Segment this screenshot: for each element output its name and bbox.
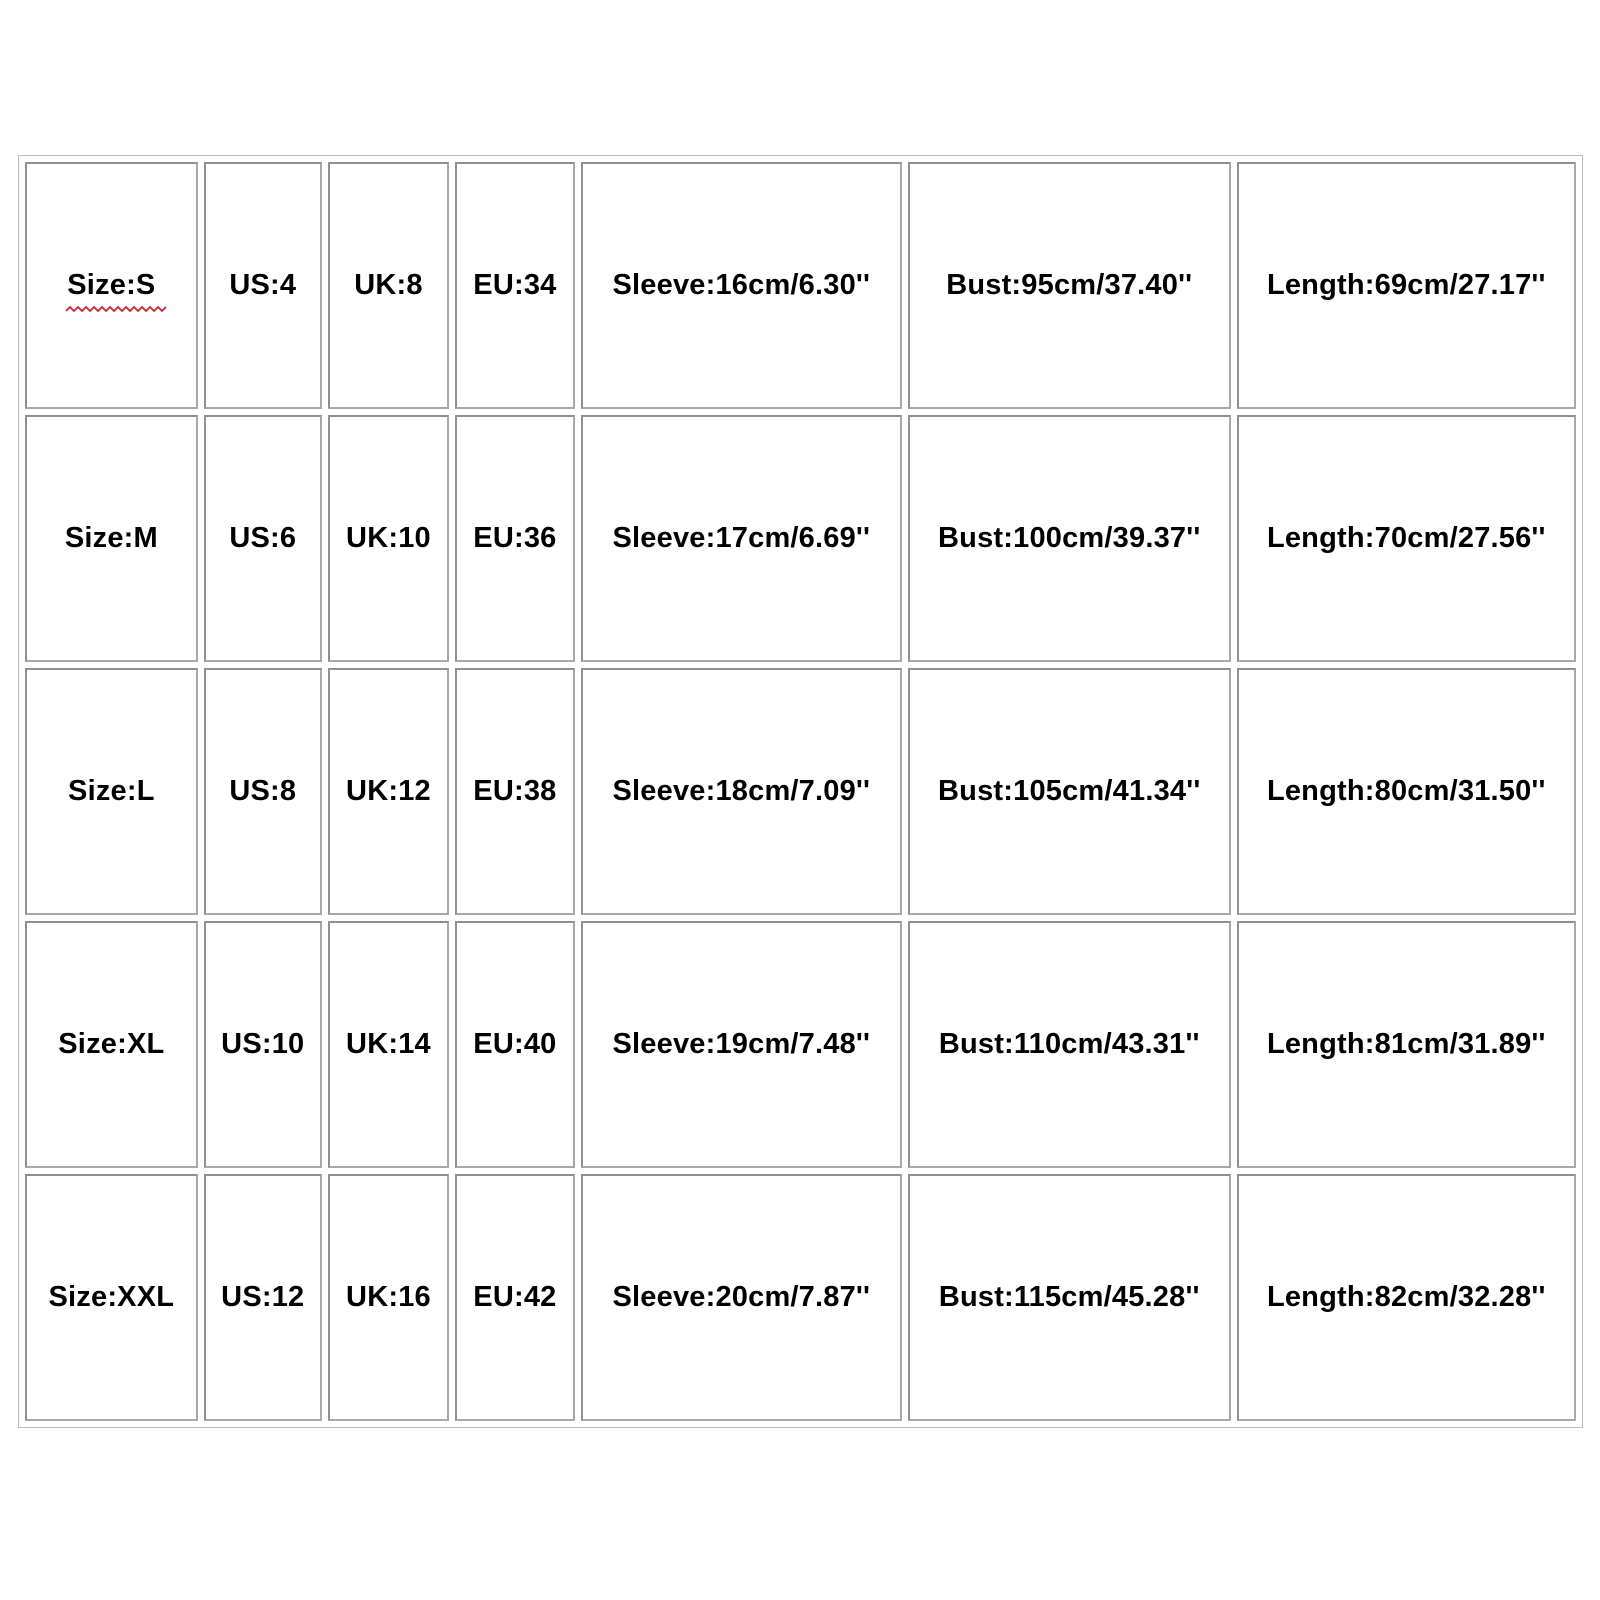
length-cell: Length:70cm/27.56'' — [1237, 415, 1576, 662]
us-cell: US:8 — [204, 668, 322, 915]
uk-cell: UK:14 — [328, 921, 449, 1168]
size-cell: Size:L — [25, 668, 198, 915]
bust-cell: Bust:105cm/41.34'' — [908, 668, 1231, 915]
us-cell: US:10 — [204, 921, 322, 1168]
us-cell: US:4 — [204, 162, 322, 409]
length-cell: Length:69cm/27.17'' — [1237, 162, 1576, 409]
size-label-with-squiggle — [67, 269, 155, 302]
sleeve-cell: Sleeve:19cm/7.48'' — [581, 921, 902, 1168]
size-cell: Size:XXL — [25, 1174, 198, 1421]
table-row-size-s — [25, 162, 1576, 409]
eu-cell: EU:36 — [455, 415, 575, 662]
size-chart-table — [18, 155, 1583, 1428]
table-row-size-xl — [25, 921, 1576, 1168]
uk-cell: UK:16 — [328, 1174, 449, 1421]
uk-cell: UK:10 — [328, 415, 449, 662]
size-cell: Size:M — [25, 415, 198, 662]
sleeve-cell: Sleeve:20cm/7.87'' — [581, 1174, 902, 1421]
length-cell: Length:81cm/31.89'' — [1237, 921, 1576, 1168]
sleeve-cell: Sleeve:16cm/6.30'' — [581, 162, 902, 409]
size-label: Size:S — [67, 269, 156, 301]
bust-cell: Bust:110cm/43.31'' — [908, 921, 1231, 1168]
length-cell: Length:80cm/31.50'' — [1237, 668, 1576, 915]
length-cell: Length:82cm/32.28'' — [1237, 1174, 1576, 1421]
size-cell: Size:XL — [25, 921, 198, 1168]
sleeve-cell: Sleeve:17cm/6.69'' — [581, 415, 902, 662]
uk-cell: UK:8 — [328, 162, 449, 409]
eu-cell: EU:40 — [455, 921, 575, 1168]
size-cell — [25, 162, 198, 409]
us-cell: US:6 — [204, 415, 322, 662]
uk-cell: UK:12 — [328, 668, 449, 915]
eu-cell: EU:38 — [455, 668, 575, 915]
eu-cell: EU:42 — [455, 1174, 575, 1421]
bust-cell: Bust:100cm/39.37'' — [908, 415, 1231, 662]
bust-cell: Bust:95cm/37.40'' — [908, 162, 1231, 409]
bust-cell: Bust:115cm/45.28'' — [908, 1174, 1231, 1421]
spellcheck-squiggle-icon — [65, 305, 169, 313]
table-row-size-l — [25, 668, 1576, 915]
eu-cell: EU:34 — [455, 162, 575, 409]
table-row-size-xxl — [25, 1174, 1576, 1421]
sleeve-cell: Sleeve:18cm/7.09'' — [581, 668, 902, 915]
us-cell: US:12 — [204, 1174, 322, 1421]
table-row-size-m — [25, 415, 1576, 662]
